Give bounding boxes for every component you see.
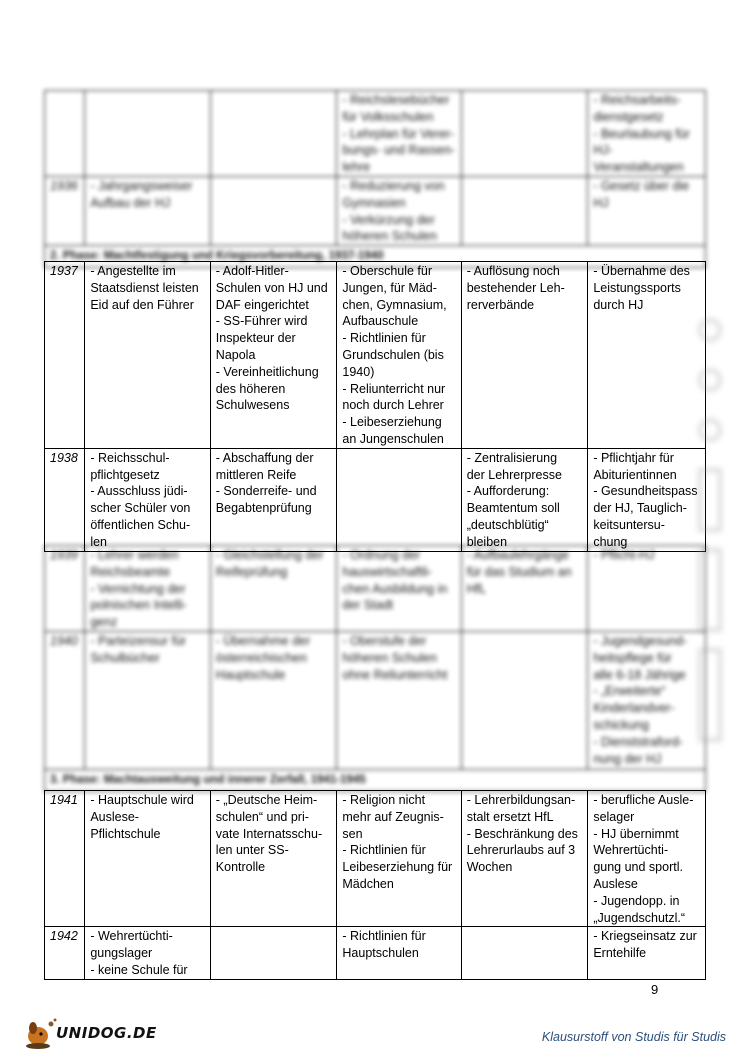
table-cell: [588, 791, 706, 927]
year-cell: 1940: [45, 632, 85, 770]
cell-line: - Jugendgesund-: [593, 634, 688, 648]
cell-line: HfL: [466, 581, 487, 596]
table-cell: [588, 546, 706, 632]
year-cell: [45, 91, 85, 177]
cell-line: für Volksschulen: [342, 109, 434, 124]
timeline-table-blurred-top: [44, 90, 706, 268]
cell-line: - Religion nicht: [342, 793, 426, 807]
table-row: [45, 791, 706, 927]
cell-line: hauswirtschaftli-: [342, 564, 433, 579]
cell-line: stalt ersetzt HfL: [466, 809, 554, 824]
cell-line: sen: [342, 826, 363, 841]
cell-line: - Beurlaubung für: [593, 126, 690, 141]
table-cell: [461, 927, 588, 979]
cell-line: - Oberschule für: [342, 264, 433, 278]
cell-line: - Aufforderung:: [466, 484, 550, 499]
cell-line: bungs- und Rassen-: [342, 143, 455, 158]
table-cell: [85, 927, 210, 979]
cell-line: der Lehrerpresse: [466, 467, 562, 482]
cell-line: - Wehrertüchti-: [90, 929, 173, 944]
cell-line: schickung: [593, 717, 649, 732]
table-cell: [337, 791, 461, 927]
cell-line: - Adolf-Hitler-: [215, 264, 289, 278]
table-cell: [461, 91, 588, 177]
phase-heading: 3. Phase: Machtausweitung und innerer Zerfall, 1941-1945: [45, 770, 706, 792]
cell-line: Aufbau der HJ: [90, 195, 171, 210]
cell-line: len unter SS-: [215, 843, 289, 858]
cell-line: Veranstaltungen: [593, 160, 684, 175]
cell-line: Staatsdienst leisten: [90, 280, 199, 295]
cell-line: - Ordnung der: [342, 548, 421, 562]
table-cell: [461, 262, 588, 449]
cell-line: - Auflösung noch: [466, 264, 560, 278]
year-cell: 1939: [45, 546, 85, 632]
year-cell: 1938: [45, 448, 85, 551]
cell-line: DAF eingerichtet: [215, 297, 309, 312]
cell-line: - keine Schule für: [90, 962, 188, 977]
cell-line: - Gesetz über die: [593, 179, 690, 193]
cell-line: pflichtgesetz: [90, 467, 160, 482]
cell-line: - Lehrerbildungsan-: [466, 793, 576, 807]
cell-line: - Reichsarbeits-: [593, 93, 681, 107]
cell-line: öffentlichen Schu-: [90, 517, 191, 532]
table-cell: [337, 632, 461, 770]
cell-line: chen, Gymnasium,: [342, 297, 447, 312]
cell-line: - Pflicht-HJ: [593, 548, 655, 562]
cell-line: - Richtlinien für: [342, 843, 426, 858]
cell-line: der Stadt: [342, 598, 394, 613]
cell-line: mittleren Reife: [215, 467, 297, 482]
table-cell: [337, 177, 461, 246]
timeline-table-1937-1938: [44, 261, 706, 552]
table-cell: [210, 546, 337, 632]
table-cell: [337, 91, 461, 177]
cell-line: Mädchen: [342, 876, 394, 891]
cell-line: dienstgesetz: [593, 109, 664, 124]
cell-line: chung: [593, 534, 628, 549]
cell-line: vate Internatsschu-: [215, 826, 323, 841]
cell-line: - berufliche Ausle-: [593, 793, 694, 807]
table-cell: [85, 632, 210, 770]
footer-slogan: Klausurstoff von Studis für Studis: [541, 1030, 726, 1044]
cell-line: keitsuntersu-: [593, 517, 665, 532]
table-cell: [588, 448, 706, 551]
cell-line: höheren Schulen: [342, 229, 437, 244]
cell-line: Reichsbeamte: [90, 564, 171, 579]
cell-line: für das Studium an: [466, 564, 572, 579]
table-cell: [461, 448, 588, 551]
cell-line: - Aufbaulehrgänge: [466, 548, 569, 562]
table-cell: [337, 927, 461, 979]
cell-line: lehre: [342, 160, 371, 175]
cell-line: Beamtentum soll: [466, 501, 560, 516]
cell-line: Begabtenprüfung: [215, 501, 312, 516]
cell-line: - Vernichtung der: [90, 581, 186, 596]
cell-line: - Beschränkung des: [466, 826, 578, 841]
cell-line: - Abschaffung der: [215, 450, 314, 465]
cell-line: Leistungssports: [593, 280, 681, 295]
cell-line: Grundschulen (bis: [342, 347, 444, 362]
cell-line: - Pflichtjahr für: [593, 450, 674, 465]
cell-line: selager: [593, 809, 635, 824]
cell-line: - Reichslesebücher: [342, 93, 450, 107]
cell-line: Reifeprüfung: [215, 564, 288, 579]
table-cell: [461, 546, 588, 632]
cell-line: Jungen, für Mäd-: [342, 280, 437, 295]
table-cell: [588, 262, 706, 449]
table-cell: [588, 91, 706, 177]
table-row: [45, 262, 706, 449]
cell-line: - Reichsschul-: [90, 450, 170, 465]
cell-line: - Oberstufe der: [342, 634, 427, 648]
cell-line: HJ-: [593, 143, 613, 158]
cell-line: an Jungenschulen: [342, 431, 444, 446]
cell-line: Abiturientinnen: [593, 467, 677, 482]
table-cell: [85, 91, 210, 177]
cell-line: Wochen: [466, 860, 513, 875]
cell-line: - Gesundheitspass: [593, 484, 698, 499]
cell-line: des höheren: [215, 381, 286, 396]
table-cell: [210, 791, 337, 927]
cell-line: mehr auf Zeugnis-: [342, 809, 444, 824]
cell-line: Eid auf den Führer: [90, 297, 194, 312]
cell-line: der HJ, Tauglich-: [593, 501, 687, 516]
table-cell: [85, 262, 210, 449]
cell-line: - Übernahme der: [215, 634, 311, 648]
cell-line: - Lehrplan für Verer-: [342, 126, 455, 141]
table-cell: [588, 177, 706, 246]
cell-line: - Dienststraford-: [593, 734, 683, 749]
cell-line: nung der HJ: [593, 751, 662, 766]
cell-line: gung und sportl.: [593, 860, 683, 875]
cell-line: Leibeserziehung für: [342, 860, 453, 875]
table-cell: [210, 632, 337, 770]
cell-line: noch durch Lehrer: [342, 398, 444, 413]
cell-line: Pflichtschule: [90, 826, 161, 841]
cell-line: gungslager: [90, 946, 153, 961]
cell-line: - Parteizensur für: [90, 634, 187, 648]
table-row: [45, 448, 706, 551]
page-number: 9: [651, 982, 659, 997]
cell-line: - „Erweiterte“: [593, 684, 666, 699]
table-cell: [210, 927, 337, 979]
cell-line: Auslese: [593, 876, 638, 891]
cell-line: durch HJ: [593, 297, 644, 312]
table-row: [45, 546, 706, 632]
cell-line: ohne Reliunterricht: [342, 667, 448, 682]
cell-line: - Verkürzung der: [342, 212, 435, 227]
cell-line: - Kriegseinsatz zur: [593, 929, 697, 944]
cell-line: polnischen Intelli-: [90, 598, 187, 613]
table-cell: [85, 177, 210, 246]
phase-heading-row: [45, 770, 706, 792]
timeline-table-1941-1942: [44, 790, 706, 980]
year-cell: 1942: [45, 927, 85, 979]
cell-line: Schulen von HJ und: [215, 280, 328, 295]
cell-line: - Jahrgangsweiser: [90, 179, 193, 193]
cell-line: rerverbände: [466, 297, 535, 312]
cell-line: schulen“ und pri-: [215, 809, 309, 824]
cell-line: Hauptschulen: [342, 946, 419, 961]
cell-line: bestehender Leh-: [466, 280, 565, 295]
table-cell: [85, 546, 210, 632]
cell-line: scher Schüler von: [90, 501, 191, 516]
table-cell: [210, 177, 337, 246]
cell-line: - Richtlinien für: [342, 331, 426, 346]
timeline-table-blurred-middle: [44, 545, 706, 792]
logo-text: UNIDOG.DE: [56, 1024, 157, 1042]
cell-line: Aufbauschule: [342, 314, 419, 329]
table-row: [45, 91, 706, 177]
cell-line: - Übernahme des: [593, 264, 690, 278]
table-cell: [337, 546, 461, 632]
cell-line: - Lehrer werden: [90, 548, 179, 562]
cell-line: - Jugendopp. in: [593, 893, 680, 908]
year-cell: 1937: [45, 262, 85, 449]
cell-line: Lehrerurlaubs auf 3: [466, 843, 576, 858]
table-cell: [461, 177, 588, 246]
cell-line: - Leibeserziehung: [342, 415, 442, 430]
cell-line: - Ausschluss jüdi-: [90, 484, 188, 499]
table-cell: [461, 632, 588, 770]
cell-line: Auslese-: [90, 809, 139, 824]
cell-line: 1940): [342, 364, 375, 379]
cell-line: Schulwesens: [215, 398, 290, 413]
watermark-graphic: [690, 300, 730, 770]
cell-line: Schulbücher: [90, 650, 160, 665]
cell-line: „deutschblütig“: [466, 517, 549, 532]
cell-line: chen Ausbildung in: [342, 581, 448, 596]
cell-line: - Richtlinien für: [342, 929, 426, 944]
table-cell: [588, 927, 706, 979]
table-cell: [210, 262, 337, 449]
cell-line: - Hauptschule wird: [90, 793, 194, 807]
table-cell: [337, 262, 461, 449]
cell-line: Napola: [215, 347, 256, 362]
year-cell: 1936: [45, 177, 85, 246]
table-cell: [461, 791, 588, 927]
cell-line: Hauptschule: [215, 667, 286, 682]
table-cell: [210, 448, 337, 551]
cell-line: - Zentralisierung: [466, 450, 558, 465]
phase-heading: 2. Phase: Machtfestigung und Kriegsvorbereitung, 1937-1940: [45, 246, 706, 268]
cell-line: - Gleichstellung der: [215, 548, 324, 562]
table-row: [45, 632, 706, 770]
cell-line: - Angestellte im: [90, 264, 176, 278]
cell-line: - „Deutsche Heim-: [215, 793, 318, 807]
table-cell: [85, 448, 210, 551]
cell-line: - Reliunterricht nur: [342, 381, 446, 396]
cell-line: - SS-Führer wird: [215, 314, 308, 329]
cell-line: Kontrolle: [215, 860, 266, 875]
cell-line: HJ: [593, 195, 609, 210]
cell-line: Erntehilfe: [593, 946, 647, 961]
cell-line: - Sonderreife- und: [215, 484, 317, 499]
cell-line: - HJ übernimmt: [593, 826, 679, 841]
cell-line: österreichischen: [215, 650, 307, 665]
cell-line: Gymnasien: [342, 195, 406, 210]
cell-line: genz: [90, 615, 118, 630]
table-cell: [85, 791, 210, 927]
cell-line: alle 6-18 Jährige: [593, 667, 686, 682]
table-row: [45, 927, 706, 979]
table-row: [45, 177, 706, 246]
cell-line: len: [90, 534, 108, 549]
cell-line: Kinderlandver-: [593, 701, 675, 716]
table-cell: [337, 448, 461, 551]
table-cell: [588, 632, 706, 770]
year-cell: 1941: [45, 791, 85, 927]
table-cell: [210, 91, 337, 177]
cell-line: Inspekteur der: [215, 331, 296, 346]
cell-line: Wehrertüchti-: [593, 843, 669, 858]
cell-line: heitspflege für: [593, 650, 672, 665]
cell-line: - Reduzierung von: [342, 179, 445, 193]
cell-line: - Vereinheitlichung: [215, 364, 319, 379]
cell-line: höheren Schulen: [342, 650, 437, 665]
cell-line: bleiben: [466, 534, 508, 549]
cell-line: „Jugendschutzl.“: [593, 910, 686, 925]
